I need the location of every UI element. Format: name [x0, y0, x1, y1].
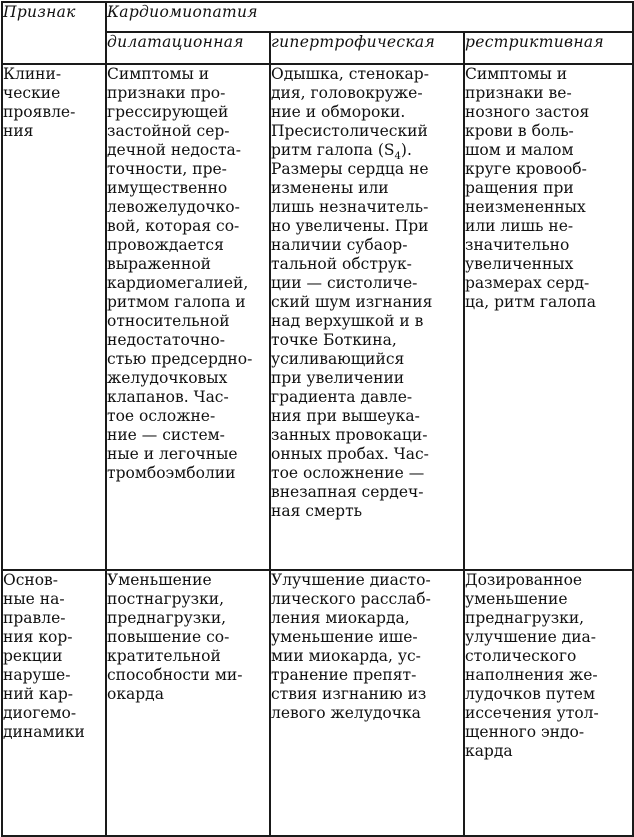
text-line: точности, пре- — [107, 160, 227, 178]
text-line: преднагрузки, — [107, 609, 227, 627]
text-line: наруше- — [3, 666, 71, 684]
text-line: постнагрузки, — [107, 590, 225, 608]
text-line: столического — [465, 647, 577, 665]
row-label-correction — [2, 570, 106, 836]
text-line: кардиомегалией, — [107, 274, 249, 292]
text-line: крови в боль- — [465, 122, 574, 140]
text-line: шом и малом — [465, 141, 574, 159]
text-line: нозного застоя — [465, 103, 590, 121]
text-line: неизмененных — [465, 198, 586, 216]
text-line: ления миокарда, — [271, 609, 410, 627]
text-line: значительно — [465, 236, 570, 254]
text-line: способности ми- — [107, 666, 243, 684]
text-line: размерах серд- — [465, 274, 590, 292]
text-line: транение препят- — [271, 666, 417, 684]
cell-clinical-hypertrophic: Одышка, стенокар- дия, головокруже- ние и обмороки. Пресистолический ритм галопа $(S_4)$. Размеры сердца не изменены или лишь незначитель- но увеличены. При наличии субаор- тальной обструк- ции — систоличе- ский шум изгнания над верхушкой и в точке Боткина, усиливающийся при увеличении градиента давле- ния при вышеука- занных провокаци- онных пробах. Час- тое осложнение — внезапная сердеч- ная смерть — [270, 64, 464, 570]
text-line: левого желудочка — [271, 704, 421, 722]
text-line: Симптомы и — [107, 65, 210, 83]
text-line: ствия изгнанию из — [271, 685, 427, 703]
text-line: ние — систем- — [107, 426, 225, 444]
cardiomyopathy-table — [1, 1, 634, 837]
cell-correction-dilated — [106, 570, 270, 836]
text-line: мии миокарда, ус- — [271, 647, 421, 665]
table-row-correction — [2, 570, 633, 836]
text-line: окарда — [107, 685, 164, 703]
group-header: Кардиомиопатия — [106, 2, 633, 32]
text-line: преднагрузки, — [465, 609, 585, 627]
text-line: застойной сер- — [107, 122, 230, 140]
text-line: клапанов. Час- — [107, 388, 229, 406]
text-line: лудочков путем — [465, 685, 596, 703]
text-line: признаки ве- — [465, 84, 572, 102]
text-line: вой, которая со- — [107, 217, 240, 235]
text-line: Улучшение диасто- — [271, 571, 431, 589]
text-line: недостаточно- — [107, 331, 225, 349]
text-line: ные и легочные — [107, 445, 238, 463]
text-line: ния кор- — [3, 628, 73, 646]
text-line: наполнения же- — [465, 666, 598, 684]
text-line: правле- — [3, 609, 66, 627]
column-header-restrictive: рестриктивная — [464, 32, 633, 64]
column-header-hypertrophic: гипертрофическая — [270, 32, 464, 64]
text-line: диогемо- — [3, 704, 77, 722]
row-label-clinical — [2, 64, 106, 570]
column-header-dilated: дилатационная — [106, 32, 270, 64]
text-line: дечной недоста- — [107, 141, 241, 159]
text-line: уменьшение — [465, 590, 568, 608]
text-line: повышение со- — [107, 628, 230, 646]
text-line: имущественно — [107, 179, 228, 197]
text-line: относительной — [107, 312, 230, 330]
cell-correction-hypertrophic — [270, 570, 464, 836]
text-line: левожелудочко- — [107, 198, 240, 216]
text-line: рекции — [3, 647, 63, 665]
text-line: Симптомы и — [465, 65, 568, 83]
feature-header: Признак — [2, 2, 106, 64]
text-line: круге кровооб- — [465, 160, 587, 178]
text-line: кратительной — [107, 647, 221, 665]
text-line: ческие — [3, 84, 61, 102]
cell-clinical-restrictive — [464, 64, 633, 570]
cell-clinical-dilated — [106, 64, 270, 570]
text-line: Основ- — [3, 571, 59, 589]
table-row-clinical — [2, 64, 633, 570]
text-line: стью предсердно- — [107, 350, 253, 368]
text-line: Дозированное — [465, 571, 583, 589]
text-line: или лишь не- — [465, 217, 574, 235]
text-line: Клини- — [3, 65, 62, 83]
header-row — [2, 2, 633, 32]
cell-correction-restrictive — [464, 570, 633, 836]
text-line: увеличенных — [465, 255, 574, 273]
text-line: провождается — [107, 236, 224, 254]
text-line: иссечения утол- — [465, 704, 599, 722]
text-line: желудочковых — [107, 369, 228, 387]
text-line: ца, ритм галопа — [465, 293, 596, 311]
text-line: Уменьшение — [107, 571, 212, 589]
text-line: динамики — [3, 723, 85, 741]
galop-subscript: 4 — [394, 151, 401, 163]
text-line: ные на- — [3, 590, 65, 608]
text-line: ний кар- — [3, 685, 74, 703]
text-line: ращения при — [465, 179, 574, 197]
text-line: уменьшение ише- — [271, 628, 418, 646]
text-line: ритмом галопа и — [107, 293, 246, 311]
text-line: тромбоэмболии — [107, 464, 236, 482]
text-line: ния — [3, 122, 34, 140]
text-line: карда — [465, 742, 513, 760]
text-line: проявле- — [3, 103, 76, 121]
text-line: тое осложне- — [107, 407, 216, 425]
text-line: грессирующей — [107, 103, 229, 121]
text-line: щенного эндо- — [465, 723, 585, 741]
text-line: выраженной — [107, 255, 211, 273]
text-line: признаки про- — [107, 84, 226, 102]
text-line: улучшение диа- — [465, 628, 597, 646]
text-line: лического расслаб- — [271, 590, 431, 608]
